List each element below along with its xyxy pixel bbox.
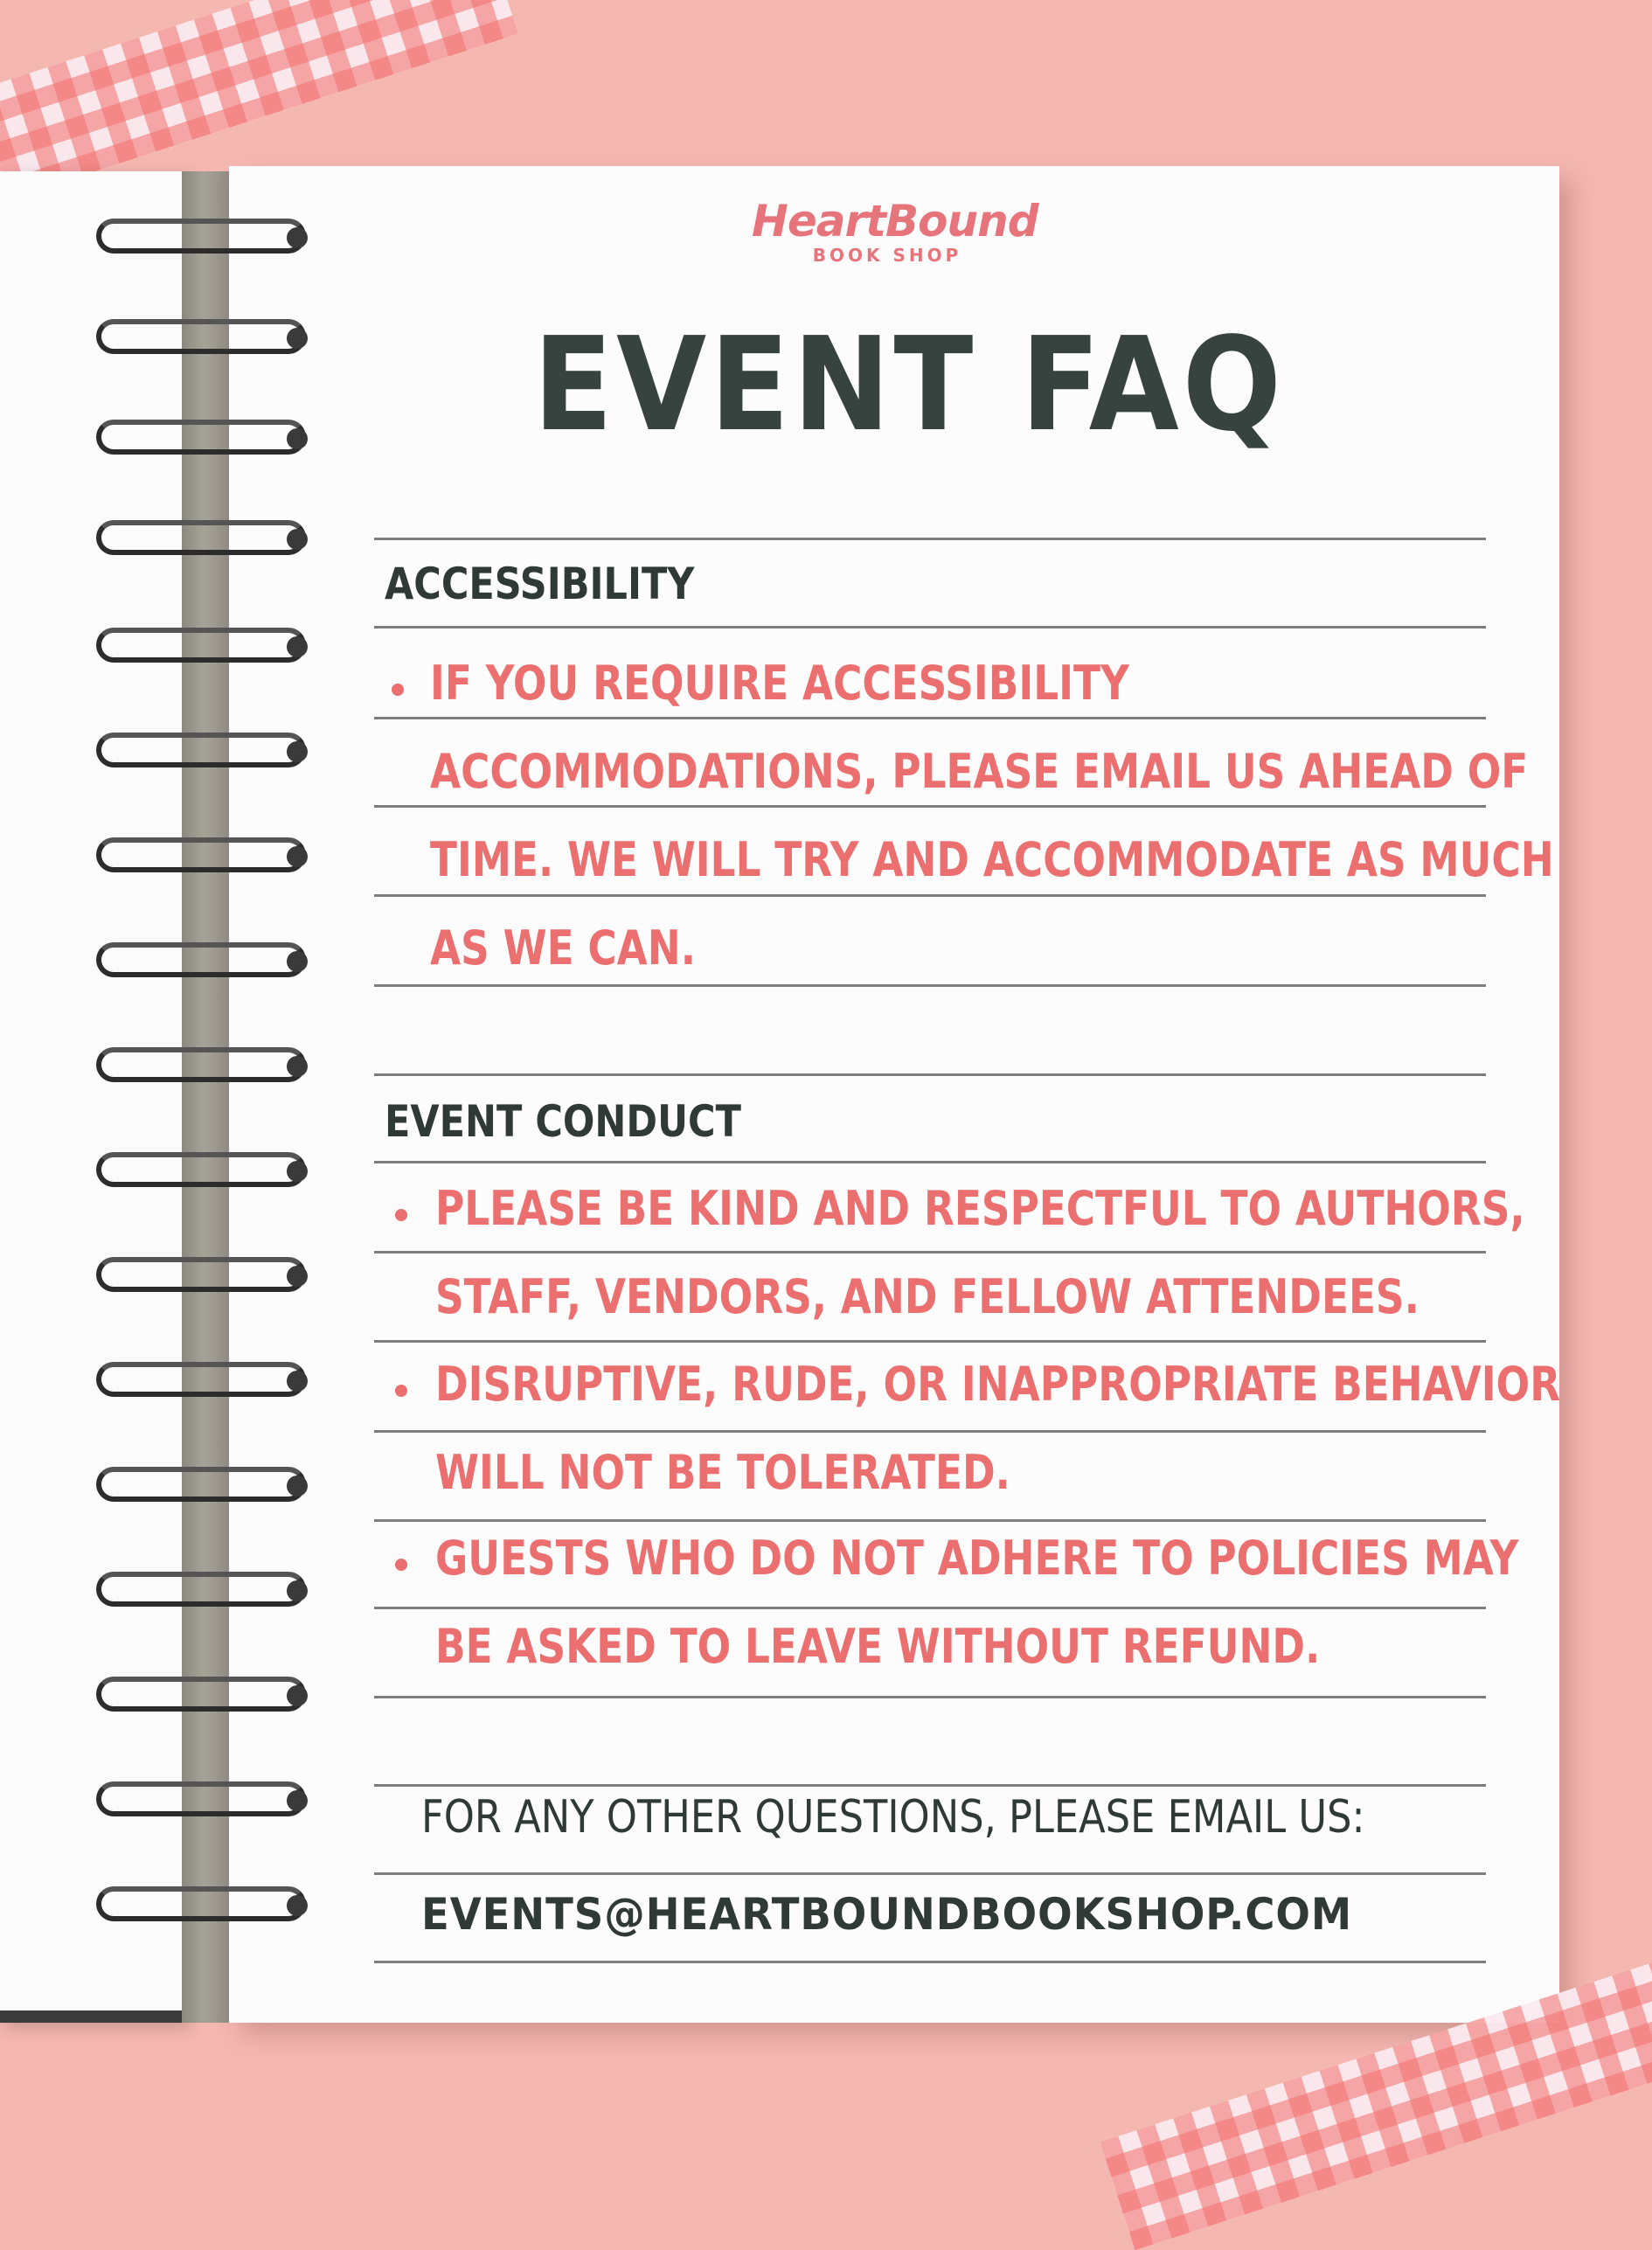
- spiral-ring: [96, 1152, 315, 1192]
- ruled-line: [374, 626, 1486, 628]
- bullet-dot: [392, 684, 404, 696]
- ring-loop: [96, 837, 306, 872]
- ring-loop: [96, 219, 306, 253]
- spiral-ring: [96, 319, 315, 359]
- ruled-line: [374, 984, 1486, 987]
- conduct-line-4: WILL NOT BE TOLERATED.: [435, 1445, 1010, 1500]
- ruled-line: [374, 538, 1486, 540]
- spiral-ring: [96, 1886, 315, 1927]
- accessibility-line-3: TIME. WE WILL TRY AND ACCOMMODATE AS MUCH: [430, 832, 1554, 887]
- spiral-ring: [96, 1467, 315, 1507]
- spiral-ring: [96, 520, 315, 560]
- section-heading-event-conduct: EVENT CONDUCT: [385, 1096, 741, 1147]
- accessibility-line-4: AS WE CAN.: [430, 920, 696, 976]
- spiral-ring: [96, 1257, 315, 1297]
- ruled-line: [374, 1519, 1486, 1522]
- conduct-line-1: PLEASE BE KIND AND RESPECTFUL TO AUTHORS,: [435, 1181, 1525, 1236]
- punch-hole: [287, 1161, 308, 1182]
- punch-hole: [287, 1476, 308, 1497]
- spiral-ring: [96, 837, 315, 878]
- spiral-ring: [96, 1677, 315, 1717]
- punch-hole: [287, 428, 308, 449]
- spiral-ring: [96, 1572, 315, 1612]
- punch-hole: [287, 951, 308, 972]
- conduct-line-2: STAFF, VENDORS, AND FELLOW ATTENDEES.: [435, 1269, 1419, 1324]
- ruled-line: [374, 894, 1486, 897]
- page-title: EVENT FAQ: [533, 309, 1285, 460]
- ring-loop: [96, 1781, 306, 1816]
- ring-loop: [96, 1467, 306, 1502]
- ruled-line: [374, 805, 1486, 808]
- punch-hole: [287, 1371, 308, 1392]
- spiral-ring: [96, 219, 315, 259]
- punch-hole: [287, 1895, 308, 1916]
- spiral-ring: [96, 1047, 315, 1087]
- ruled-line: [374, 1961, 1486, 1963]
- heartbound-logo: [752, 196, 1038, 266]
- section-heading-accessibility: ACCESSIBILITY: [385, 559, 695, 609]
- bullet-dot: [395, 1385, 407, 1397]
- punch-hole: [287, 741, 308, 762]
- contact-question: FOR ANY OTHER QUESTIONS, PLEASE EMAIL US:: [421, 1791, 1365, 1844]
- logo-wordmark: HeartBound: [752, 196, 1038, 247]
- spiral-ring: [96, 733, 315, 773]
- ruled-line: [374, 1073, 1486, 1076]
- ring-loop: [96, 1572, 306, 1607]
- conduct-line-5: GUESTS WHO DO NOT ADHERE TO POLICIES MAY: [435, 1531, 1519, 1586]
- punch-hole: [287, 846, 308, 867]
- ruled-line: [374, 1161, 1486, 1163]
- punch-hole: [287, 529, 308, 550]
- spiral-ring: [96, 420, 315, 460]
- ring-loop: [96, 1886, 306, 1921]
- accessibility-line-1: IF YOU REQUIRE ACCESSIBILITY: [430, 656, 1129, 711]
- ring-loop: [96, 520, 306, 555]
- ring-loop: [96, 420, 306, 455]
- punch-hole: [287, 1266, 308, 1287]
- ruled-line: [374, 1696, 1486, 1698]
- ruled-line: [374, 717, 1486, 719]
- ruled-line: [374, 1340, 1486, 1343]
- ruled-line: [374, 1872, 1486, 1875]
- ruled-line: [374, 1251, 1486, 1253]
- punch-hole: [287, 1685, 308, 1706]
- punch-hole: [287, 1580, 308, 1601]
- spiral-ring: [96, 1362, 315, 1402]
- bullet-dot: [395, 1209, 407, 1221]
- contact-email-link[interactable]: EVENTS@HEARTBOUNDBOOKSHOP.COM: [421, 1889, 1353, 1940]
- spiral-ring: [96, 628, 315, 668]
- punch-hole: [287, 636, 308, 657]
- punch-hole: [287, 328, 308, 349]
- conduct-line-6: BE ASKED TO LEAVE WITHOUT REFUND.: [435, 1619, 1321, 1674]
- ruled-line: [374, 1430, 1486, 1433]
- ring-loop: [96, 942, 306, 977]
- ring-loop: [96, 1047, 306, 1082]
- logo-subtitle: BOOK SHOP: [812, 245, 962, 266]
- ruled-line: [374, 1607, 1486, 1609]
- ring-loop: [96, 628, 306, 663]
- ring-loop: [96, 1257, 306, 1292]
- spiral-ring: [96, 942, 315, 983]
- accessibility-line-2: ACCOMMODATIONS, PLEASE EMAIL US AHEAD OF: [430, 744, 1529, 799]
- punch-hole: [287, 1790, 308, 1811]
- ring-loop: [96, 1152, 306, 1187]
- notebook-cover-edge: [0, 2010, 184, 2023]
- punch-hole: [287, 227, 308, 248]
- ruled-line: [374, 1784, 1486, 1787]
- conduct-line-3: DISRUPTIVE, RUDE, OR INAPPROPRIATE BEHAVIOR: [435, 1357, 1561, 1412]
- spiral-ring: [96, 1781, 315, 1822]
- bullet-dot: [395, 1559, 407, 1571]
- ring-loop: [96, 319, 306, 354]
- ring-loop: [96, 1362, 306, 1397]
- ring-loop: [96, 733, 306, 767]
- punch-hole: [287, 1056, 308, 1077]
- ring-loop: [96, 1677, 306, 1712]
